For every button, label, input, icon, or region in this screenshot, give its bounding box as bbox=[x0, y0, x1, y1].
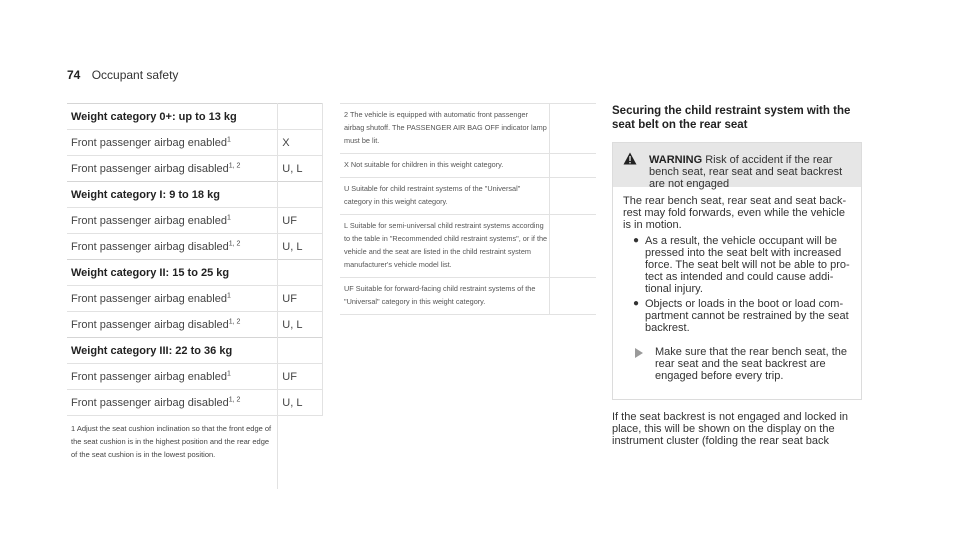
airbag-status-label bbox=[67, 364, 278, 390]
warning-box bbox=[612, 142, 862, 400]
row-label-text: Front passenger airbag disabled bbox=[71, 396, 229, 409]
warning-triangle-icon bbox=[623, 152, 637, 165]
airbag-status-label bbox=[67, 208, 278, 234]
airbag-status-label bbox=[67, 312, 278, 338]
footnote-empty-cell bbox=[550, 178, 596, 215]
bullet-item bbox=[633, 235, 851, 295]
row-label-text: Front passenger airbag enabled bbox=[71, 370, 227, 383]
warning-body bbox=[613, 187, 861, 382]
row-label-text: Front passenger airbag enabled bbox=[71, 292, 227, 305]
row-label-text: Weight category I: 9 to 18 kg bbox=[71, 188, 220, 201]
footnote-row bbox=[67, 416, 323, 489]
footnote-entry: UF Suitable for forward-facing child restraint systems of the "Universal" category in this weight category. bbox=[340, 278, 550, 315]
row-label-text: Front passenger airbag enabled bbox=[71, 214, 227, 227]
category-label bbox=[67, 182, 278, 208]
footnote-table bbox=[340, 103, 596, 315]
suitability-value bbox=[278, 104, 323, 130]
suitability-value: UF bbox=[278, 364, 323, 390]
table-row bbox=[67, 130, 323, 156]
airbag-status-label bbox=[67, 234, 278, 260]
footnote-ref: 1, 2 bbox=[228, 239, 241, 247]
footnote-entry: X Not suitable for children in this weight category. bbox=[340, 154, 550, 178]
category-row bbox=[67, 260, 323, 286]
table-row bbox=[67, 234, 323, 260]
suitability-value bbox=[278, 182, 323, 208]
page-number: 74 bbox=[67, 68, 81, 82]
footnote-ref: 1, 2 bbox=[228, 317, 241, 325]
category-row bbox=[67, 338, 323, 364]
row-label-text: Weight category II: 15 to 25 kg bbox=[71, 266, 230, 279]
footnote-table-row bbox=[340, 278, 596, 315]
page-header bbox=[67, 68, 178, 82]
table-row bbox=[67, 364, 323, 390]
row-label-text: Front passenger airbag disabled bbox=[71, 318, 229, 331]
table-row bbox=[67, 156, 323, 182]
suitability-value: UF bbox=[278, 286, 323, 312]
airbag-status-label bbox=[67, 286, 278, 312]
suitability-value bbox=[278, 260, 323, 286]
footnote-empty-cell bbox=[550, 104, 596, 154]
bullet-text: As a result, the vehicle occupant will be pressed into the seat belt with increased force. The seat belt will not be able to protect as intended and could cause additional injury. bbox=[645, 235, 850, 295]
table-row bbox=[67, 286, 323, 312]
weight-category-table bbox=[67, 103, 323, 489]
footnote-entry: 2 The vehicle is equipped with automatic front passenger airbag shutoff. The PASSENGER AIR BAG OFF indicator lamp must be lit. bbox=[340, 104, 550, 154]
category-label bbox=[67, 338, 278, 364]
row-label-text: Front passenger airbag disabled bbox=[71, 162, 229, 175]
suitability-value: UF bbox=[278, 208, 323, 234]
footnote-table-row bbox=[340, 178, 596, 215]
warning-header bbox=[613, 143, 861, 190]
airbag-status-label bbox=[67, 130, 278, 156]
category-row bbox=[67, 182, 323, 208]
footnote-entry: L Suitable for semi-universal child restraint systems according to the table in "Recommended child restraint systems", or if the vehicle and the seat are listed in the child restraint system manufacturer's vehicle model list. bbox=[340, 215, 550, 278]
footnote-empty-cell bbox=[550, 215, 596, 278]
footnote-empty-cell bbox=[550, 154, 596, 178]
right-section-heading: Securing the child restraint system with the seat belt on the rear seat bbox=[612, 105, 851, 131]
suitability-value: U, L bbox=[278, 390, 323, 416]
table-row bbox=[67, 312, 323, 338]
footnote-ref: 1 bbox=[226, 135, 231, 143]
section-title: Occupant safety bbox=[91, 68, 179, 82]
warning-text: Risk of accident if the rear bench seat, rear seat and seat backrest are not engaged bbox=[649, 154, 843, 190]
airbag-status-label bbox=[67, 156, 278, 182]
footnote-empty-cell bbox=[278, 416, 323, 489]
footnote-ref: 1 bbox=[226, 369, 231, 377]
warning-label: WARNING bbox=[649, 154, 703, 166]
suitability-value bbox=[278, 338, 323, 364]
table-row bbox=[67, 390, 323, 416]
suitability-value: U, L bbox=[278, 234, 323, 260]
bullet-item bbox=[633, 298, 851, 334]
warning-bullets bbox=[623, 235, 851, 334]
footnote-table-row bbox=[340, 104, 596, 154]
footnote-ref: 1, 2 bbox=[228, 161, 241, 169]
bullet-dot-icon: ● bbox=[633, 235, 640, 246]
play-arrow-icon bbox=[635, 348, 643, 358]
bullet-dot-icon: ● bbox=[633, 298, 640, 309]
table-row bbox=[67, 208, 323, 234]
footnote-ref: 1 bbox=[226, 213, 231, 221]
action-text: Make sure that the rear bench seat, the rear seat and the seat backrest are engaged before every trip. bbox=[655, 346, 848, 382]
row-label-text: Weight category 0+: up to 13 kg bbox=[71, 110, 237, 123]
footnote-table-row bbox=[340, 215, 596, 278]
category-label bbox=[67, 260, 278, 286]
row-label-text: Front passenger airbag disabled bbox=[71, 240, 229, 253]
airbag-status-label bbox=[67, 390, 278, 416]
warning-body-text: The rear bench seat, rear seat and seat backrest may fold forwards, even while the vehicle is in motion. bbox=[623, 195, 847, 231]
row-label-text: Front passenger airbag enabled bbox=[71, 136, 227, 149]
category-row bbox=[67, 104, 323, 130]
suitability-value: U, L bbox=[278, 156, 323, 182]
footnote-empty-cell bbox=[550, 278, 596, 315]
row-label-text: Weight category III: 22 to 36 kg bbox=[71, 344, 233, 357]
bullet-text: Objects or loads in the boot or load compartment cannot be restrained by the seat backrest. bbox=[645, 298, 849, 334]
footnote-ref: 1 bbox=[226, 291, 231, 299]
footnote-table-row bbox=[340, 154, 596, 178]
footnote-text: 1 Adjust the seat cushion inclination so that the front edge of the seat cushion is in the highest position and the rear edge of the seat cushion is in the lowest position. bbox=[67, 416, 278, 489]
category-label bbox=[67, 104, 278, 130]
footnote-entry: U Suitable for child restraint systems of the "Universal" category in this weight category. bbox=[340, 178, 550, 215]
suitability-value: X bbox=[278, 130, 323, 156]
footnote-ref: 1, 2 bbox=[228, 395, 241, 403]
body-paragraph: If the seat backrest is not engaged and locked in place, this will be shown on the display on the instrument cluster (folding the rear seat back bbox=[612, 411, 849, 447]
suitability-value: U, L bbox=[278, 312, 323, 338]
action-step bbox=[623, 346, 851, 382]
